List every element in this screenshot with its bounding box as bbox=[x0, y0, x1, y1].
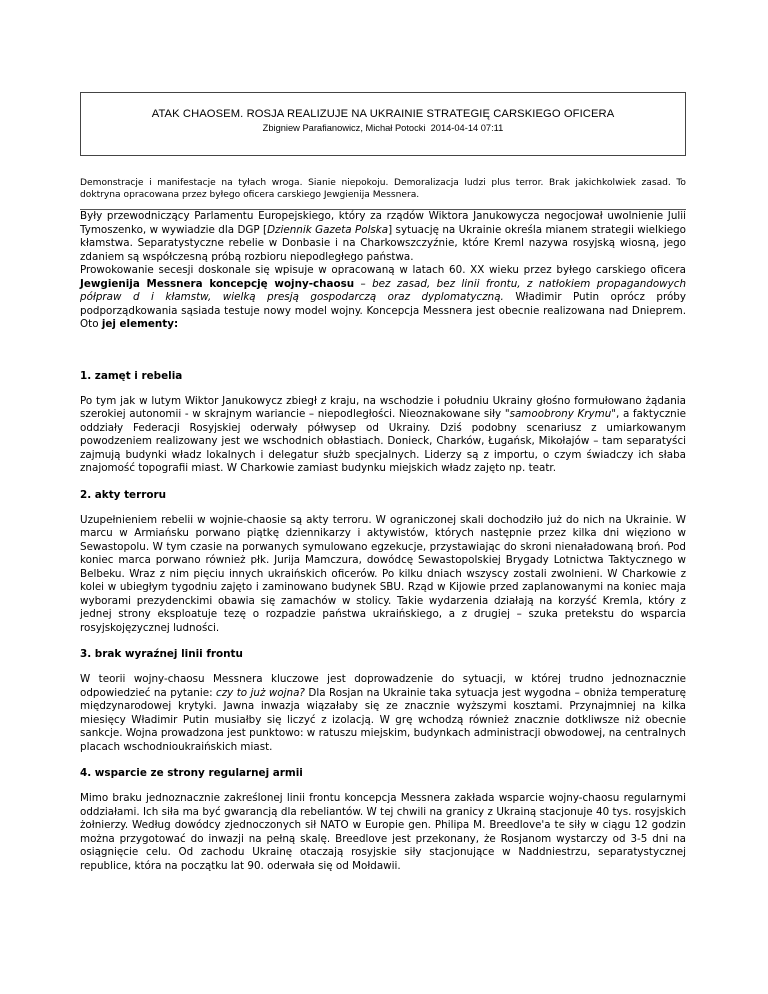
intro-paragraph-1: Były przewodniczący Parlamentu Europejskiego, który za rządów Wiktora Janukowycza negocjował uwolnienie Julii Tymoszenko, w wywiadzie dla DGP [Dziennik Gazeta Polska] sytuację na Ukrainie określa mianem strategii wielkiego kłamstwa. Separatystyczne rebelie w Donbasie i na Charkowszczyźnie, które Kreml nazywa rosyjską wiosną, jego zdaniem są współczesną próbą rozbioru niepodległego państwa. bbox=[80, 210, 686, 263]
article-title: ATAK CHAOSEM. ROSJA REALIZUJE NA UKRAINIE STRATEGIĘ CARSKIEGO OFICERA bbox=[151, 108, 615, 120]
section-4-text: Mimo braku jednoznacznie zakreślonej linii frontu koncepcja Messnera zakłada wsparcie wojny-chaosu regularnymi oddziałami. Ich siła ma być gwarancją dla rebeliantów. W tej chwili na granicy z Ukrainą stacjonuje 40 tys. rosyjskich żołnierzy. Według dowódcy zjednoczonych sił NATO w Europie gen. Philipa M. Breedlove'a te siły w ciągu 12 godzin można przygotować do inwazji na pełną skalę. Breedlove jest przekonany, że Rosjanom wystarczy od 3-5 dni na osiągnięcie celu. Od zachodu Ukrainę otaczają rosyjskie siły stacjonujące w Naddniestrzu, separatystycznej republice, która na początku lat 90. oderwała się od Mołdawii. bbox=[80, 792, 686, 872]
section-2-text: Uzupełnieniem rebelii w wojnie-chaosie są akty terroru. W ograniczonej skali dochodziło już do nich na Ukrainie. W marcu w Armiańsku porwano piątkę dziennikarzy i aktywistów, których następnie przez kilka dni więziono w Sewastopolu. W tym czasie na porwanych symulowano egzekucje, przystawiając do skroni nienaładowaną broń. Pod koniec marca porwano również płk. Jurija Mamczura, dowódcę Sewastopolskiej Brygady Lotnictwa Taktycznego w Belbeku. Wraz z nim pięciu innych ukraińskich oficerów. Po kilku dniach wszyscy zostali zwolnieni. W Charkowie z kolei w ubiegłym tygodniu zajęto i zaminowano budynek SBU. Rząd w Kijowie przed zaplanowanymi na koniec maja wyborami prezydenckimi obawia się zamachów w stolicy. Takie wydarzenia działają na korzyść Kremla, który z jednej strony eksploatuje tezę o rozpadzie państwa ukraińskiego, a z drugiej – szuka pretekstu do wsparcia rosyjskojęzycznej ludności. bbox=[80, 513, 686, 634]
section-1-title: 1. zamęt i rebelia bbox=[80, 369, 183, 382]
section-2-title: 2. akty terroru bbox=[80, 488, 166, 501]
article-page bbox=[80, 92, 686, 873]
section-4-title: 4. wsparcie ze strony regularnej armii bbox=[80, 767, 303, 780]
article-date: 2014-04-14 07:11 bbox=[430, 123, 504, 133]
article-authors: Zbigniew Parafianowicz, Michał Potocki bbox=[262, 123, 426, 133]
article-header-box bbox=[80, 92, 686, 156]
section-1-text: Po tym jak w lutym Wiktor Janukowycz zbiegł z kraju, na wschodzie i południu Ukrainy głośno formułowano żądania szerokiej autonomii - w skrajnym wariancie – niepodległości. Nieoznakowane siły "samoobrony Krymu", a faktycznie oddziały Federacji Rosyjskiej oderwały półwysep od Ukrainy. Dziś podobny scenariusz z umiarkowanym powodzeniem realizowany jest we wschodnich obłastiach. Donieck, Charków, Ługańsk, Mikołajów – tam separatyści zajmują budynki władz lokalnych i delegatur służb specjalnych. Liderzy są z importu, o czym świadczy ich słaba znajomość topografii miast. W Charkowie zamiast budynku miejskich władz zajęto np. teatr. bbox=[80, 394, 686, 475]
section-3-text: W teorii wojny-chaosu Messnera kluczowe jest doprowadzenie do sytuacji, w której trudno jednoznacznie odpowiedzieć na pytanie: czy to już wojna? Dla Rosjan na Ukrainie taka sytuacja jest wygodna – obniża temperaturę międzynarodowej krytyki. Jawna inwazja wiązałaby się ze znacznie wyższymi kosztami. Przynajmniej na kilka miesięcy Władimir Putin musiałby się liczyć z izolacją. W grę wchodzą również znacznie dotkliwsze niż obecnie sankcje. Wojna prowadzona jest punktowo: w ratuszu miejskim, budynkach administracji obwodowej, na centralnych placach wschodnioukraińskich miast. bbox=[80, 673, 686, 753]
section-3-title: 3. brak wyraźnej linii frontu bbox=[80, 648, 243, 661]
article-lead: Demonstracje i manifestacje na tyłach wroga. Sianie niepokoju. Demoralizacja ludzi plus terror. Brak jakichkolwiek zasad. To doktryna opracowana przez byłego oficera carskiego Jewgienija Messnera. bbox=[80, 178, 686, 201]
intro-paragraph-2: Prowokowanie secesji doskonale się wpisuje w opracowaną w latach 60. XX wieku przez byłego carskiego oficera Jewgienija Messnera koncepcję wojny-chaosu – bez zasad, bez linii frontu, z natłokiem propagandowych półpraw d i kłamstw, wielką presją gospodarczą oraz dyplomatyczną. Władimir Putin oprócz próby podporządkowania sąsiada testuje nowy model wojny. Koncepcja Messnera jest obecnie realizowana nad Dnieprem. Oto jej elementy: bbox=[80, 264, 686, 331]
article-byline bbox=[81, 122, 685, 134]
